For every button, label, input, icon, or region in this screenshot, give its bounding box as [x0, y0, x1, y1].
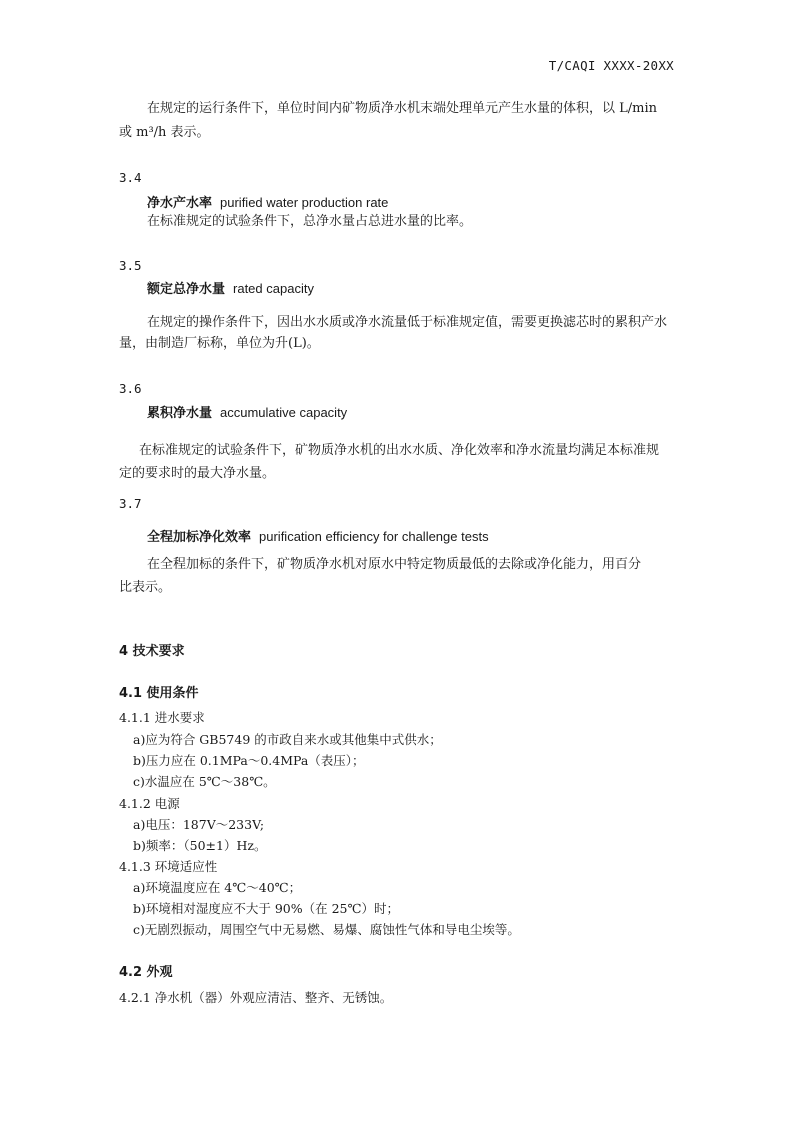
term-entry — [147, 278, 314, 297]
clause-heading: 4.1.2 电源 — [119, 796, 180, 811]
clause-heading: 4.1.3 环境适应性 — [119, 859, 218, 874]
term-chinese: 净水产水率 — [147, 196, 213, 211]
definition-text-line: 在标准规定的试验条件下，矿物质净水机的出水水质、净化效率和净水流量均满足本标准规 — [139, 443, 660, 458]
definition-text-line: 在规定的运行条件下，单位时间内矿物质净水机末端处理单元产生水量的体积，以 L/min — [147, 101, 658, 116]
term-english: purified water production rate — [220, 195, 389, 210]
definition-text-line: 在全程加标的条件下，矿物质净水机对原水中特定物质最低的去除或净化能力，用百分 — [147, 557, 642, 572]
standard-code: T/CAQI XXXX-20XX — [548, 58, 674, 73]
term-entry — [147, 526, 489, 545]
clause-text: 4.2.1 净水机（器）外观应清洁、整齐、无锈蚀。 — [119, 990, 393, 1005]
definition-text-line: 在规定的操作条件下，因出水水质或净水流量低于标准规定值，需要更换滤芯时的累积产水 — [147, 315, 668, 330]
list-item: c)无剧烈振动，周围空气中无易燃、易爆、腐蚀性气体和导电尘埃等。 — [133, 922, 520, 937]
clause-number: 3.4 — [119, 170, 142, 185]
term-chinese: 累积净水量 — [147, 406, 213, 421]
definition-text-line: 或 m³/h 表示。 — [119, 125, 210, 140]
definition-text-line: 量，由制造厂标称，单位为升(L)。 — [119, 336, 320, 351]
term-entry — [147, 402, 347, 421]
list-item: b)压力应在 0.1MPa～0.4MPa（表压）； — [133, 753, 365, 768]
term-english: accumulative capacity — [220, 405, 348, 420]
clause-number: 3.5 — [119, 258, 142, 273]
subsection-heading: 4.1 使用条件 — [119, 686, 199, 701]
term-entry — [147, 192, 388, 211]
clause-heading: 4.1.1 进水要求 — [119, 710, 205, 725]
list-item: a)应为符合 GB5749 的市政自来水或其他集中式供水； — [133, 732, 442, 747]
list-item: b)环境相对湿度应不大于 90%（在 25℃）时； — [133, 901, 399, 916]
list-item: b)频率：（50±1）Hz。 — [133, 838, 267, 853]
clause-number: 3.7 — [119, 496, 142, 511]
list-item: a)电压：187V～233V; — [133, 817, 265, 832]
term-english: rated capacity — [233, 281, 314, 296]
section-heading: 4 技术要求 — [119, 644, 185, 659]
term-chinese: 额定总净水量 — [147, 282, 226, 297]
definition-text-line: 在标准规定的试验条件下，总净水量占总进水量的比率。 — [147, 214, 473, 229]
definition-text-line: 比表示。 — [119, 580, 172, 595]
list-item: c)水温应在 5℃～38℃。 — [133, 774, 276, 789]
clause-number: 3.6 — [119, 381, 142, 396]
subsection-heading: 4.2 外观 — [119, 965, 173, 980]
term-english: purification efficiency for challenge tests — [259, 529, 489, 544]
definition-text-line: 定的要求时的最大净水量。 — [119, 466, 276, 481]
term-chinese: 全程加标净化效率 — [147, 530, 252, 545]
list-item: a)环境温度应在 4℃～40℃； — [133, 880, 302, 895]
